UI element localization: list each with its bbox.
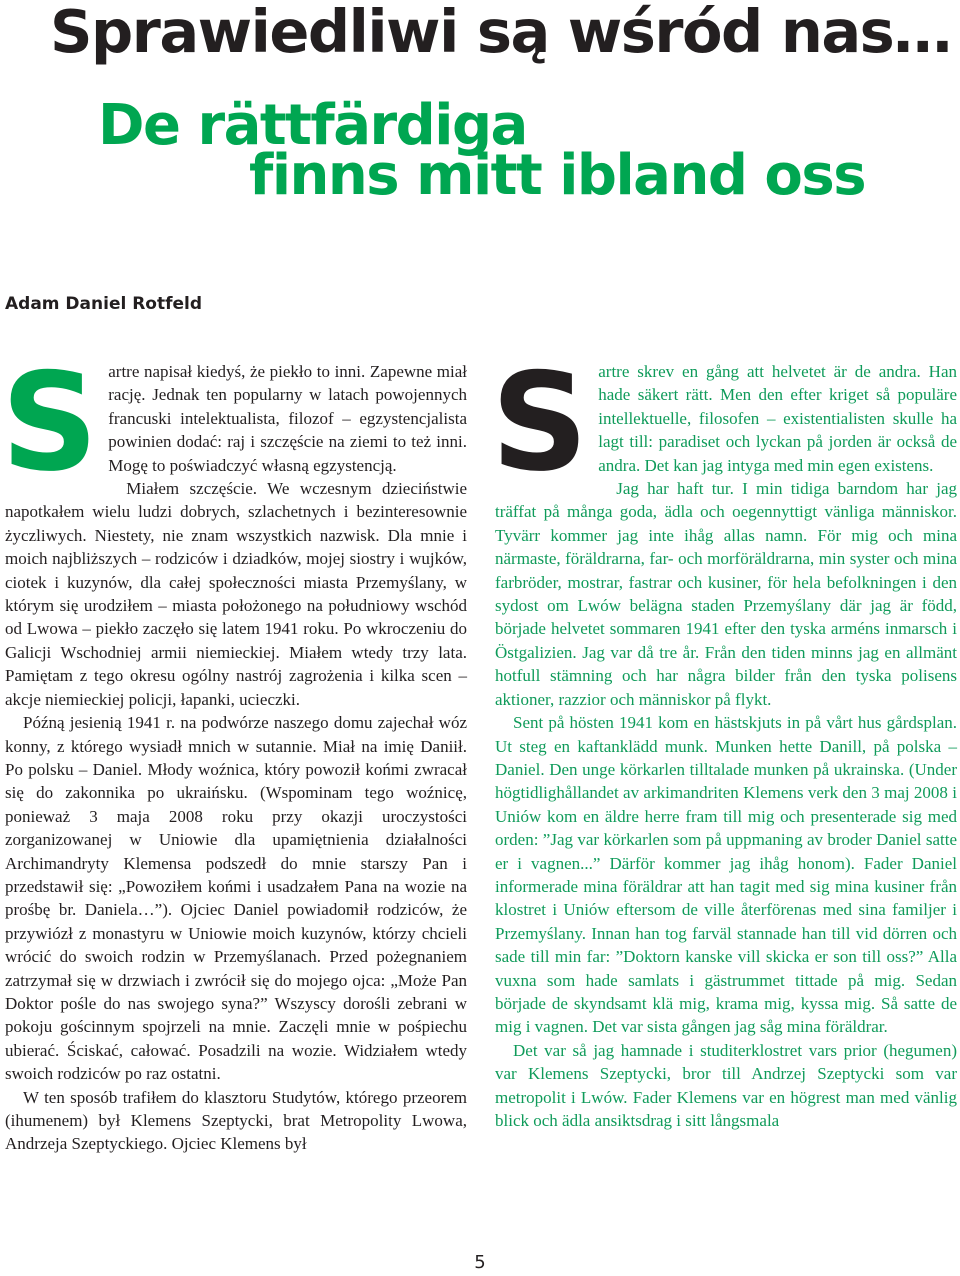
title-polish: Sprawiedliwi są wśród nas…: [50, 0, 951, 66]
polish-paragraph: Miałem szczęście. We wczesnym dzieciństwie napotkałem wielu ludzi dobrych, szlachetnych i bezinteresownie życzliwych. Niestety, nie znam wszystkich nazwisk. Dla mnie i moich najbliższych – rodziców i dziadków, mojej siostry i wujków, ciotek i kuzynów, dla całej społeczności miasta Przemyślany, w którym się urodziłem – miasta położonego na południowy wschód od Lwowa – piekło zaczęło się latem 1941 roku. Po wkroczeniu do Galicji Wschodniej armii niemieckiej. Miałem wtedy trzy lata. Pamiętam z tego okresu ogólny nastrój zagrożenia i kilka scen – akcje niemieckiej policji, łapanki, ucieczki.: [5, 479, 467, 709]
swedish-dropcap: S: [491, 344, 589, 501]
swedish-paragraph: Sent på hösten 1941 kom en hästskjuts in på vårt hus gårdsplan. Ut steg en kaftanklädd munk. Munken hette Danill, på polska – Daniel. Den unge körkarlen tilltalade munken på ukrainska. (Under högtidlighållandet av arkimandriten Klemens verk den 3 maj 2008 i Uniów kom en äldre herre fram till mig och presenterade sig med orden: ”Jag var körkarlen som på uppmaning av broder Daniel satte er i vagnen...” Därför kommer jag ihåg honom). Fader Daniel informerade mina föräldrar att han tagit med sig mina kusiner från klostret i Uniów eftersom de ville återförenas med sina familjer i Przemyślany. Innan han tog farväl stannade han till vid dörren och sade till min far: ”Doktorn kanske vill skicka er son till oss?” Alla vuxna som hade samlats i gästrummet tittade på mig. Sedan började de skyndsamt klä mig, krama mig, kyssa mig. Så satte de mig i vagnen. Det var sista gången jag såg mina föräldrar.: [495, 713, 957, 1037]
polish-paragraph: artre napisał kiedyś, że piekło to inni. Zapewne miał rację. Jednak ten popularny w latach powojennych francuski intelektualista, filozof – egzystencjalista powinien dodać: raj i szczęście na ziemi to też inni. Mogę to poświadczyć własną egzystencją.: [108, 362, 467, 475]
title-swedish-line1: De rättfärdiga: [98, 93, 527, 158]
swedish-column: [491, 344, 957, 1132]
swedish-paragraph: Det var så jag hamnade i studiterklostret vars prior (hegumen) var Klemens Szeptycki, bror till Andrzej Szeptycki som var metropolit i Lwów. Fader Klemens var en högrest man med vänlig blick och ädla ansiktsdrag i sitt långsmala: [495, 1040, 957, 1130]
polish-paragraph: Późną jesienią 1941 r. na podwórze naszego domu zajechał wóz konny, z którego wysiadł mnich w sutannie. Miał na imię Daniił. Po polsku – Daniel. Młody woźnica, który powoził końmi zwracał się do zakonnika po ukraińsku. (Wspominam tego woźnicę, ponieważ 3 maja 2008 roku przy okazji uroczystości zorganizowanej w Uniowie dla upamiętnienia działalności Archimandryty Klemensa podszedł do mnie starszy Pan i przedstawił się: „Powoziłem końmi i usadzałem Pana na wozie na prośbę br. Daniela…”). Ojciec Daniel powiadomił rodziców, że przywiózł z monastyru w Uniowie moich kuzynów, którzy chcieli wrócić do swoich rodzin w Przemyślanach. Przed pożegnaniem zatrzymał się w drzwiach i zwrócił się do mojego ojca: „Może Pan Doktor pośle do nas swojego syna?” Wszyscy dorośli zebrani w pokoju gościnnym spojrzeli na mnie. Zaczęli mnie w pośpiechu ubierać. Ściskać, całować. Posadzili na wozie. Widziałem wtedy swoich rodziców po raz ostatni.: [5, 713, 467, 1084]
title-swedish-line2: finns mitt ibland oss: [249, 143, 866, 208]
page-number: 5: [474, 1252, 486, 1273]
polish-paragraph: W ten sposób trafiłem do klasztoru Studytów, którego przeorem (ihumenem) był Klemens Szeptycki, brat Metropolity Lwowa, Andrzeja Szeptyckiego. Ojciec Klemens był: [5, 1087, 467, 1154]
swedish-paragraph: Jag har haft tur. I min tidiga barndom har jag träffat på många goda, ädla och oegennyttigt vänliga människor. Tyvärr kommer jag inte ihåg allas namn. För mig och mina närmaste, föräldrarna, far- och morföräldrarna, min syster och mina farbröder, mostrar, fastrar och kusiner, för hela befolkningen i den sydost om Lwów belägna staden Przemyślany där jag är född, började helvetet sommaren 1941 efter den tyska arméns inmarsch i Östgalizien. Jag var då tre år. Från den tiden minns jag en allmänt hotfull stämning och har några bilder från den tyska polisens aktioner, razzior och människor på flykt.: [495, 479, 957, 709]
polish-column: [1, 344, 467, 1156]
polish-dropcap: S: [1, 344, 99, 501]
swedish-paragraph: artre skrev en gång att helvetet är de andra. Han hade säkert rätt. Men den efter kriget så populäre intellektuelle, filosofen – existentialisten skulle ha lagt till: paradiset och lyckan på jorden är också de andra. Det kan jag intyga med min egen existens.: [598, 362, 957, 475]
author-name: Adam Daniel Rotfeld: [5, 294, 203, 314]
